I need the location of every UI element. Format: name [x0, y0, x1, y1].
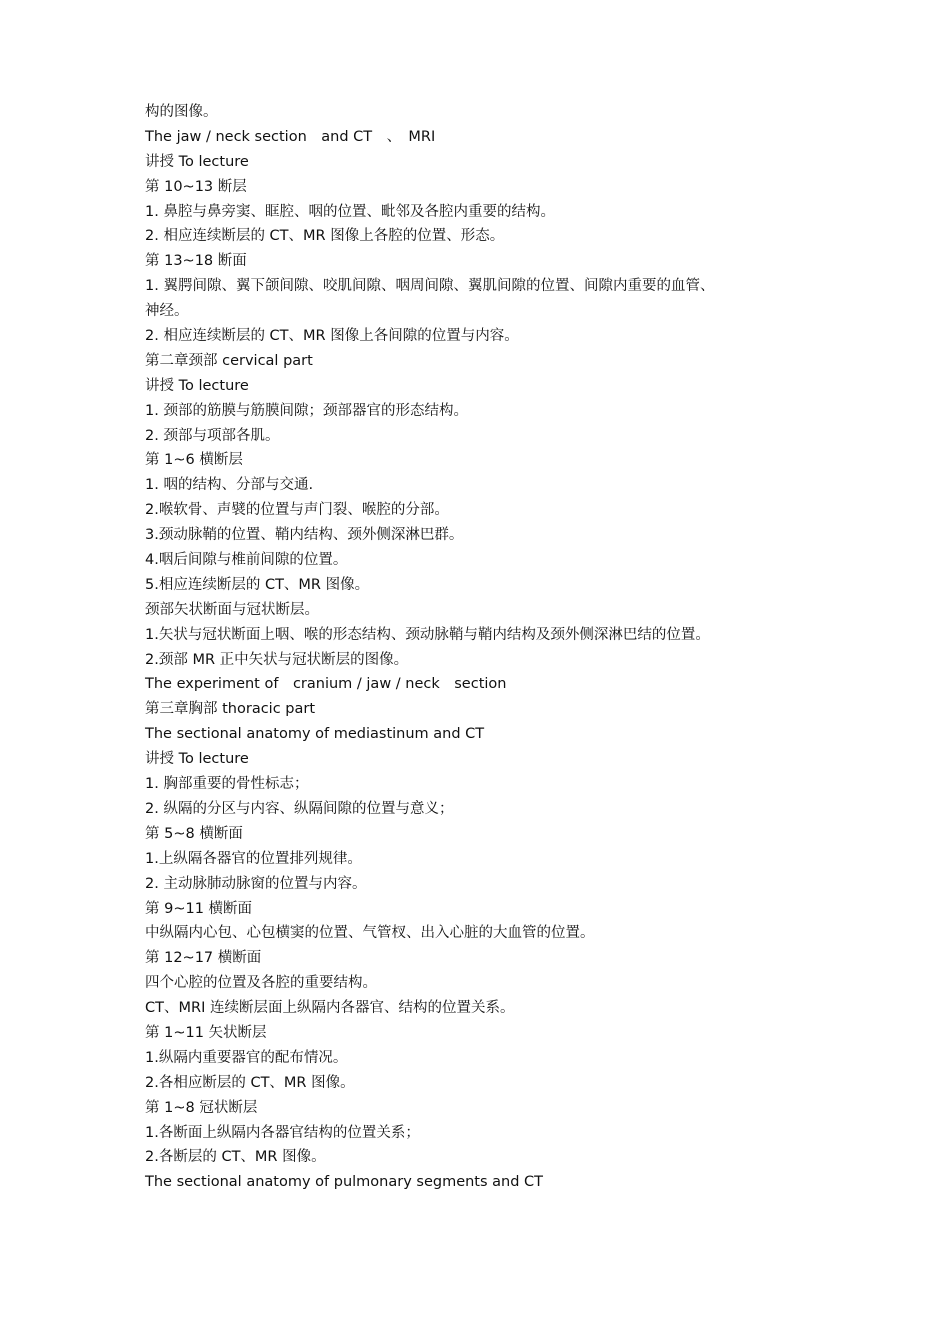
- text-line: 中纵隔内心包、心包横窦的位置、气管杈、出入心脏的大血管的位置。: [145, 925, 595, 942]
- text-line: 3.颈动脉鞘的位置、鞘内结构、颈外侧深淋巴群。: [145, 527, 464, 544]
- text-line: 1. 咽的结构、分部与交通.: [145, 477, 314, 494]
- text-line: 2. 相应连续断层的 CT、MR 图像上各腔的位置、形态。: [145, 228, 505, 245]
- text-line: 1.上纵隔各器官的位置排列规律。: [145, 850, 362, 867]
- text-line: 1. 胸部重要的骨性标志；: [145, 776, 309, 793]
- text-line: 2.颈部 MR 正中矢状与冠状断层的图像。: [145, 651, 409, 668]
- text-line: 2.喉软骨、声襞的位置与声门裂、喉腔的分部。: [145, 502, 449, 519]
- document-body: [145, 100, 825, 1195]
- text-line: The sectional anatomy of pulmonary segments and CT: [145, 1174, 544, 1191]
- text-line: CT、MRI 连续断层面上纵隔内各器官、结构的位置关系。: [145, 1000, 515, 1017]
- text-line: 1.纵隔内重要器官的配布情况。: [145, 1049, 348, 1066]
- text-line: 1.矢状与冠状断面上咽、喉的形态结构、颈动脉鞘与鞘内结构及颈外侧深淋巴结的位置。: [145, 626, 710, 643]
- text-line: 第 9~11 横断面: [145, 900, 253, 917]
- text-line: 4.咽后间隙与椎前间隙的位置。: [145, 552, 348, 569]
- text-line: 5.相应连续断层的 CT、MR 图像。: [145, 576, 370, 593]
- text-line: 颈部矢状断面与冠状断层。: [145, 601, 319, 618]
- text-line: 讲授 To lecture: [145, 751, 249, 768]
- text-line: 第 12~17 横断面: [145, 950, 262, 967]
- text-line: 第 1~6 横断层: [145, 452, 243, 469]
- text-line: 2. 相应连续断层的 CT、MR 图像上各间隙的位置与内容。: [145, 328, 519, 345]
- text-line: The experiment of cranium / jaw / neck section: [145, 676, 507, 693]
- text-line: 1.各断面上纵隔内各器官结构的位置关系；: [145, 1124, 420, 1141]
- text-line: 讲授 To lecture: [145, 377, 249, 394]
- text-line: 2. 颈部与项部各肌。: [145, 427, 280, 444]
- text-line: 2.各相应断层的 CT、MR 图像。: [145, 1074, 355, 1091]
- text-line: 构的图像。: [145, 104, 218, 120]
- text-line: 1. 颈部的筋膜与筋膜间隙；颈部器官的形态结构。: [145, 402, 468, 419]
- text-line: 1. 鼻腔与鼻旁窦、眶腔、咽的位置、毗邻及各腔内重要的结构。: [145, 203, 555, 220]
- text-line: 第 13~18 断面: [145, 253, 247, 270]
- text-line: 神经。: [145, 303, 189, 320]
- text-line: The sectional anatomy of mediastinum and CT: [145, 726, 485, 743]
- text-line: 第 1~11 矢状断层: [145, 1024, 267, 1041]
- text-line: 第 10~13 断层: [145, 178, 247, 195]
- text-line: 2. 主动脉肺动脉窗的位置与内容。: [145, 875, 367, 892]
- text-line: 四个心腔的位置及各腔的重要结构。: [145, 975, 377, 992]
- text-line: 第二章颈部 cervical part: [145, 352, 313, 369]
- text-line: 2.各断层的 CT、MR 图像。: [145, 1149, 326, 1166]
- text-line: The jaw / neck section and CT 、 MRI: [145, 128, 436, 145]
- text-line: 讲授 To lecture: [145, 153, 249, 170]
- text-line: 第 5~8 横断面: [145, 825, 243, 842]
- text-line: 第 1~8 冠状断层: [145, 1099, 258, 1116]
- text-line: 2. 纵隔的分区与内容、纵隔间隙的位置与意义；: [145, 800, 454, 817]
- text-line: 1. 翼腭间隙、翼下颌间隙、咬肌间隙、咽周间隙、翼肌间隙的位置、间隙内重要的血管、: [145, 278, 715, 295]
- text-line: 第三章胸部 thoracic part: [145, 701, 316, 718]
